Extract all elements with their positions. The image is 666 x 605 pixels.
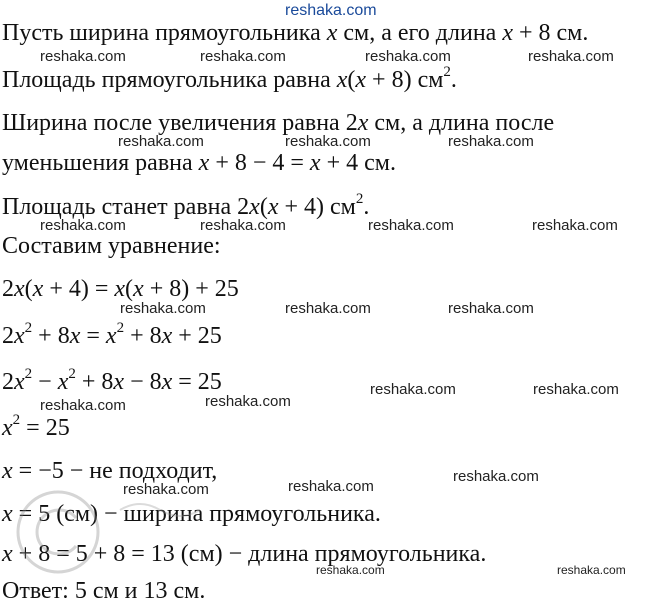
- solution-line-5: Площадь станет равна 2x(x + 4) $см^2$.: [2, 191, 370, 220]
- root-line-2: x = 5 (см) − ширина прямоугольника.: [2, 501, 381, 527]
- watermark: reshaka.com: [448, 300, 534, 317]
- root-line-1: x = −5 − не подходит,: [2, 458, 218, 484]
- watermark: reshaka.com: [200, 48, 286, 65]
- watermark: reshaka.com: [533, 381, 619, 398]
- watermark: reshaka.com: [288, 478, 374, 495]
- watermark: reshaka.com: [285, 300, 371, 317]
- watermark: reshaka.com: [365, 48, 451, 65]
- watermark-header: reshaka.com: [285, 2, 377, 19]
- equation-line-2: $2x^2 + 8x = x^2 + 8x + 25$: [2, 320, 222, 349]
- watermark: reshaka.com: [120, 300, 206, 317]
- watermark: reshaka.com: [368, 217, 454, 234]
- watermark: reshaka.com: [40, 397, 126, 414]
- watermark: reshaka.com: [448, 133, 534, 150]
- watermark: reshaka.com: [316, 563, 385, 577]
- solution-line-6: Составим уравнение:: [2, 233, 221, 259]
- solution-line-1: Пусть ширина прямоугольника x см, а его длина x + 8 см.: [2, 20, 589, 46]
- watermark: reshaka.com: [200, 217, 286, 234]
- watermark: reshaka.com: [557, 563, 626, 577]
- watermark: reshaka.com: [205, 393, 291, 410]
- watermark: reshaka.com: [123, 481, 209, 498]
- watermark: reshaka.com: [285, 133, 371, 150]
- watermark: reshaka.com: [40, 217, 126, 234]
- watermark: reshaka.com: [118, 133, 204, 150]
- equation-line-3: $2x^2 - x^2 + 8x - 8x = 25$: [2, 366, 222, 395]
- watermark: reshaka.com: [528, 48, 614, 65]
- watermark: reshaka.com: [40, 48, 126, 65]
- watermark: reshaka.com: [370, 381, 456, 398]
- answer-line: Ответ: 5 см и 13 см.: [2, 578, 206, 604]
- equation-line-4: $x^2 = 25$: [2, 412, 70, 441]
- solution-line-4: уменьшения равна x + 8 − 4 = x + 4 см.: [2, 150, 396, 176]
- watermark: reshaka.com: [453, 468, 539, 485]
- watermark: reshaka.com: [532, 217, 618, 234]
- root-line-3: x + 8 = 5 + 8 = 13 (см) − длина прямоугольника.: [2, 541, 487, 567]
- solution-line-3: Ширина после увеличения равна 2x см, а длина после: [2, 110, 555, 136]
- equation-line-1: 2x(x + 4) = x(x + 8) + 25: [2, 276, 239, 302]
- solution-line-2: Площадь прямоугольника равна x(x + 8) $см^2$.: [2, 64, 457, 93]
